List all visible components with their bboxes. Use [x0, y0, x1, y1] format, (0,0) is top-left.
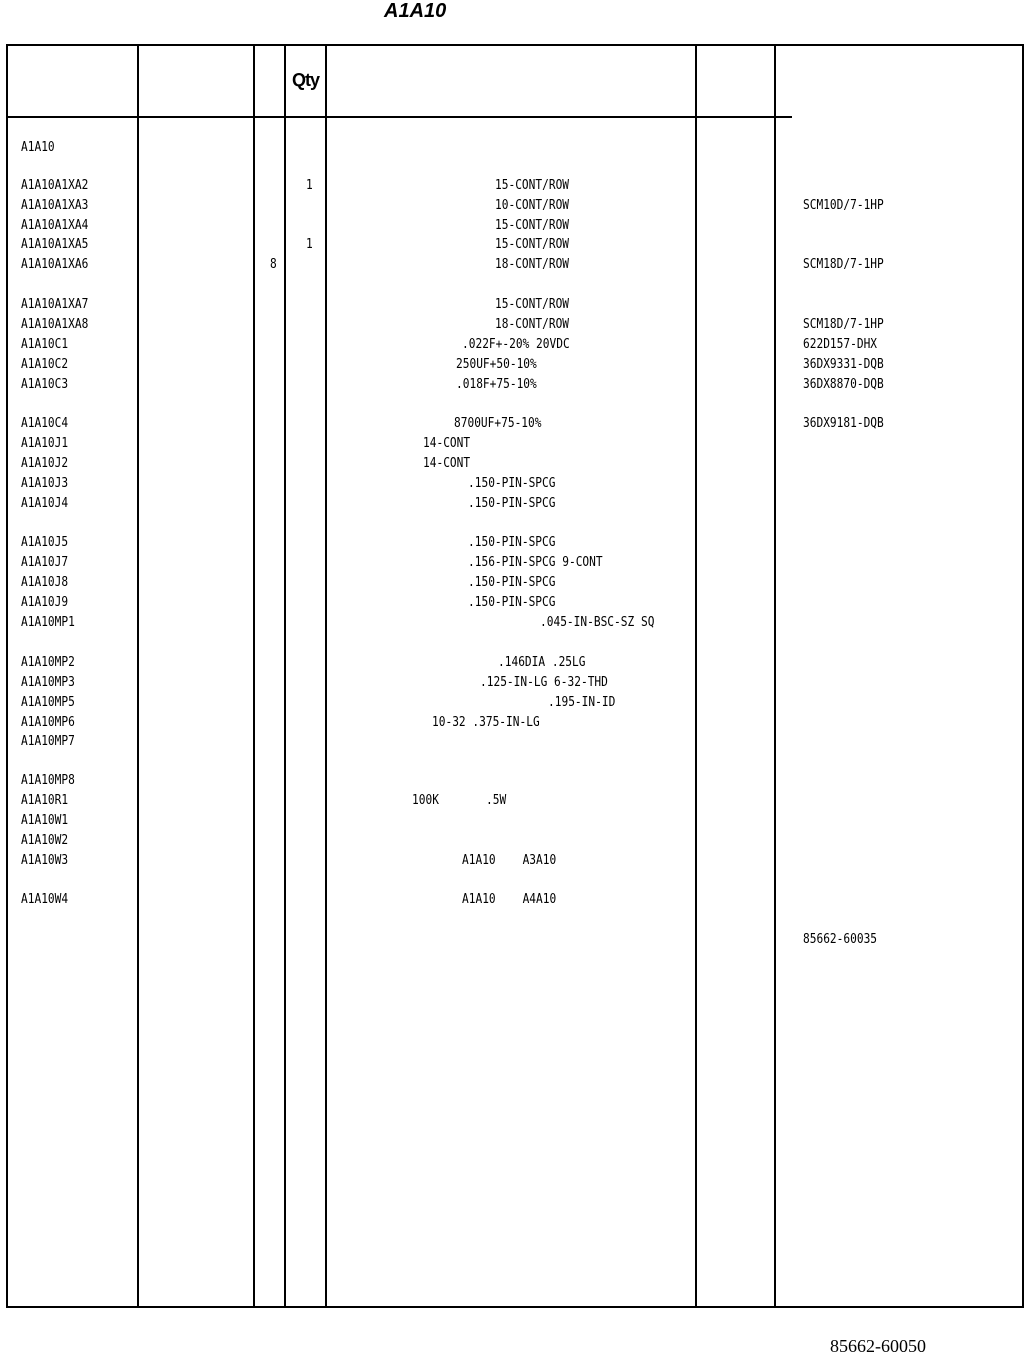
- ref-designation-cell: A1A10MP8: [21, 773, 75, 788]
- description-cell: 14-CONT: [423, 456, 471, 471]
- description-cell: 250UF+50-10%: [456, 357, 537, 372]
- ref-designation-cell: A1A10A1XA5: [21, 237, 89, 252]
- ref-designation-cell: A1A10J3: [21, 476, 69, 491]
- table-row: [0, 773, 1029, 793]
- description-cell: .045-IN-BSC-SZ SQ: [540, 615, 655, 630]
- description-cell: 15-CONT/ROW: [495, 218, 570, 233]
- table-row: [0, 198, 1029, 218]
- ref-designation-cell: A1A10R1: [21, 793, 69, 808]
- ref-designation-cell: A1A10A1XA4: [21, 218, 89, 233]
- ref-designation-cell: A1A10A1XA7: [21, 297, 89, 312]
- table-row: [0, 813, 1029, 833]
- description-cell: .150-PIN-SPCG: [468, 476, 556, 491]
- table-row: [0, 377, 1029, 397]
- description-cell: 100K .5W: [412, 793, 507, 808]
- mfr-part-number-cell: SCM18D/7-1HP: [803, 257, 884, 272]
- description-cell: 18-CONT/ROW: [495, 257, 570, 272]
- ref-designation-cell: A1A10J9: [21, 595, 69, 610]
- ref-designation-cell: A1A10A1XA3: [21, 198, 89, 213]
- ref-designation-cell: A1A10A1XA2: [21, 178, 89, 193]
- ref-designation-cell: A1A10J2: [21, 456, 69, 471]
- quantity-cell: 1: [306, 237, 313, 252]
- mfr-part-number-cell: 36DX9331-DQB: [803, 357, 884, 372]
- description-cell: .150-PIN-SPCG: [468, 496, 556, 511]
- table-row: [0, 357, 1029, 377]
- table-row: [0, 793, 1029, 813]
- table-row: [0, 675, 1029, 695]
- description-cell: 15-CONT/ROW: [495, 178, 570, 193]
- ref-designation-cell: A1A10MP1: [21, 615, 75, 630]
- description-cell: .146DIA .25LG: [498, 655, 586, 670]
- ref-designation-cell: A1A10J1: [21, 436, 69, 451]
- table-row: [0, 237, 1029, 257]
- mfr-part-number-cell: SCM18D/7-1HP: [803, 317, 884, 332]
- table-row: [0, 833, 1029, 853]
- description-cell: A1A10 A3A10: [462, 853, 557, 868]
- ref-designation-cell: A1A10: [21, 140, 55, 155]
- ref-designation-cell: A1A10W3: [21, 853, 69, 868]
- table-row: [0, 416, 1029, 436]
- table-row: [0, 715, 1029, 735]
- table-row: [0, 456, 1029, 476]
- mfr-part-number-cell: 36DX8870-DQB: [803, 377, 884, 392]
- qty-column-header: Qty: [292, 70, 320, 90]
- quantity-cell: 1: [306, 178, 313, 193]
- ref-designation-cell: A1A10W2: [21, 833, 69, 848]
- table-row: [0, 595, 1029, 615]
- ref-designation-cell: A1A10C1: [21, 337, 69, 352]
- table-row: [0, 317, 1029, 337]
- bottom-rule: [6, 1306, 1024, 1308]
- description-cell: .150-PIN-SPCG: [468, 575, 556, 590]
- description-cell: .022F+-20% 20VDC: [462, 337, 570, 352]
- header-rule: [6, 116, 792, 118]
- description-cell: .018F+75-10%: [456, 377, 537, 392]
- table-row: [0, 695, 1029, 715]
- page-reference: 85662-60050: [830, 1336, 926, 1356]
- ref-designation-cell: A1A10MP7: [21, 734, 75, 749]
- ref-designation-cell: A1A10W4: [21, 892, 69, 907]
- ref-designation-cell: A1A10W1: [21, 813, 69, 828]
- ref-designation-cell: A1A10C2: [21, 357, 69, 372]
- ref-designation-cell: A1A10J4: [21, 496, 69, 511]
- description-cell: 15-CONT/ROW: [495, 237, 570, 252]
- ref-designation-cell: A1A10A1XA8: [21, 317, 89, 332]
- ref-designation-cell: A1A10J7: [21, 555, 69, 570]
- ref-designation-cell: A1A10MP5: [21, 695, 75, 710]
- description-cell: .150-PIN-SPCG: [468, 535, 556, 550]
- table-row: [0, 140, 1029, 160]
- description-cell: 14-CONT: [423, 436, 471, 451]
- table-row: [0, 655, 1029, 675]
- table-row: [0, 555, 1029, 575]
- table-row: [0, 476, 1029, 496]
- table-row: [0, 218, 1029, 238]
- table-row: [0, 734, 1029, 754]
- ref-designation-cell: A1A10A1XA6: [21, 257, 89, 272]
- table-row: [0, 496, 1029, 516]
- ref-designation-cell: A1A10J8: [21, 575, 69, 590]
- ref-designation-cell: A1A10C4: [21, 416, 69, 431]
- description-cell: 10-32 .375-IN-LG: [432, 715, 540, 730]
- description-cell: 8700UF+75-10%: [454, 416, 542, 431]
- table-row: [0, 257, 1029, 277]
- table-row: [0, 297, 1029, 317]
- description-cell: A1A10 A4A10: [462, 892, 557, 907]
- ref-designation-cell: A1A10C3: [21, 377, 69, 392]
- description-cell: 15-CONT/ROW: [495, 297, 570, 312]
- mfr-part-number-cell: 622D157-DHX: [803, 337, 878, 352]
- mfr-part-number-cell: 36DX9181-DQB: [803, 416, 884, 431]
- ref-designation-cell: A1A10MP2: [21, 655, 75, 670]
- part-number-note: 85662-60035: [803, 932, 878, 947]
- table-row: [0, 178, 1029, 198]
- table-row: [0, 337, 1029, 357]
- description-cell: .125-IN-LG 6-32-THD: [480, 675, 608, 690]
- table-row: [0, 892, 1029, 912]
- description-cell: .195-IN-ID: [548, 695, 616, 710]
- ref-designation-cell: A1A10MP3: [21, 675, 75, 690]
- table-row: [0, 535, 1029, 555]
- description-cell: .156-PIN-SPCG 9-CONT: [468, 555, 603, 570]
- description-cell: .150-PIN-SPCG: [468, 595, 556, 610]
- description-cell: 18-CONT/ROW: [495, 317, 570, 332]
- table-row: [0, 436, 1029, 456]
- description-cell: 10-CONT/ROW: [495, 198, 570, 213]
- table-row: [0, 615, 1029, 635]
- table-row: [0, 853, 1029, 873]
- ref-designation-cell: A1A10J5: [21, 535, 69, 550]
- table-row: [0, 575, 1029, 595]
- page-title: A1A10: [384, 0, 447, 22]
- mfr-part-number-cell: SCM10D/7-1HP: [803, 198, 884, 213]
- ref-designation-cell: A1A10MP6: [21, 715, 75, 730]
- check-digit-cell: 8: [270, 257, 277, 272]
